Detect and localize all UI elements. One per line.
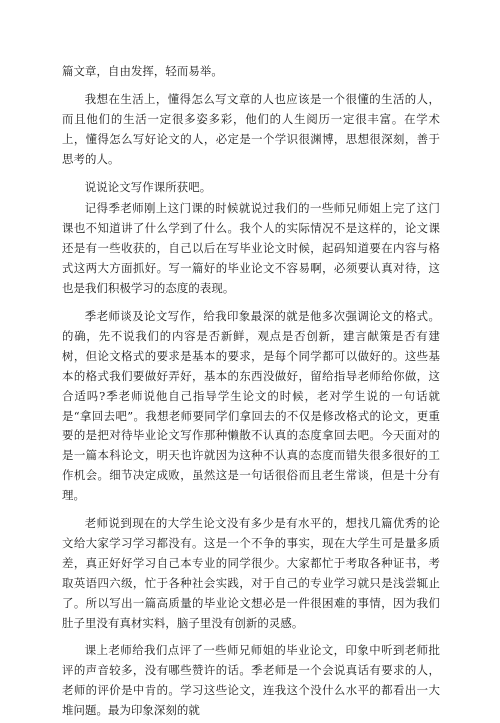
paragraph-2: 我想在生活上，懂得怎么写文章的人也应该是一个很懂的生活的人，而且他们的生活一定很多姿多彩，他们的人生阅历一定很丰富。在学术上，懂得怎么写好论文的人，必定是一个学识很渊博，思想很深刻，善于思考的人。: [62, 91, 440, 166]
paragraph-5: 季老师谈及论文写作，给我印象最深的就是他多次强调论文的格式。的确，先不说我们的内容是否新鲜，观点是否创新，建言献策是否有建树，但论文格式的要求是基本的要求，是每个同学都可以做好的。这些基本的格式我们要做好弄好，基本的东西没做好，留给指导老师给你做，这合适吗?季老师说他自己指导学生论文的时候，老对学生说的一句话就是“拿回去吧”。我想老师要同学们拿回去的不仅是修改格式的论文，更重要的是把对待毕业论文写作那种懒散不认真的态度拿回去吧。今天面对的是一篇本科论文，明天也许就因为这种不认真的态度而错失很多很好的工作机会。细节决定成败，虽然这是一句话很俗而且老生常谈，但是十分有理。: [62, 308, 440, 503]
paragraph-4: 记得季老师刚上这门课的时候就说过我们的一些师兄师姐上完了这门课也不知道讲了什么学到了什么。我个人的实际情况不是这样的，论文课还是有一些收获的，自己以后在写毕业论文时候，起码知道要在内容与格式这两大方面抓好。写一篇好的毕业论文不容易啊，必须要认真对待，这也是我们积极学习的态度的表现。: [62, 201, 440, 296]
paragraph-1: 篇文章，自由发挥，轻而易举。: [62, 64, 223, 78]
paragraph-7: 课上老师给我们点评了一些师兄师姐的毕业论文，印象中听到老师批评的声音较多，没有哪些赞许的话。季老师是一个会说真话有要求的人，老师的评价是中肯的。学习这些论文，连我这个没什么水平的都看出一大堆问题。最为印象深刻的就: [62, 643, 440, 718]
paragraph-6: 老师说到现在的大学生论文没有多少是有水平的，想找几篇优秀的论文给大家学习学习都没有。这是一个不争的事实，现在大学生可是量多质差，真正好好学习自己本专业的同学很少。大家都忙于考取各种证书，考取英语四六级，忙于各种社会实践，对于自己的专业学习就只是浅尝辄止了。所以写出一篇高质量的毕业论文想必是一件很困难的事情，因为我们肚子里没有真材实料，脑子里没有创新的灵感。: [62, 516, 440, 630]
document-body: [62, 62, 440, 723]
paragraph-3: 说说论文写作课所获吧。: [84, 179, 212, 194]
